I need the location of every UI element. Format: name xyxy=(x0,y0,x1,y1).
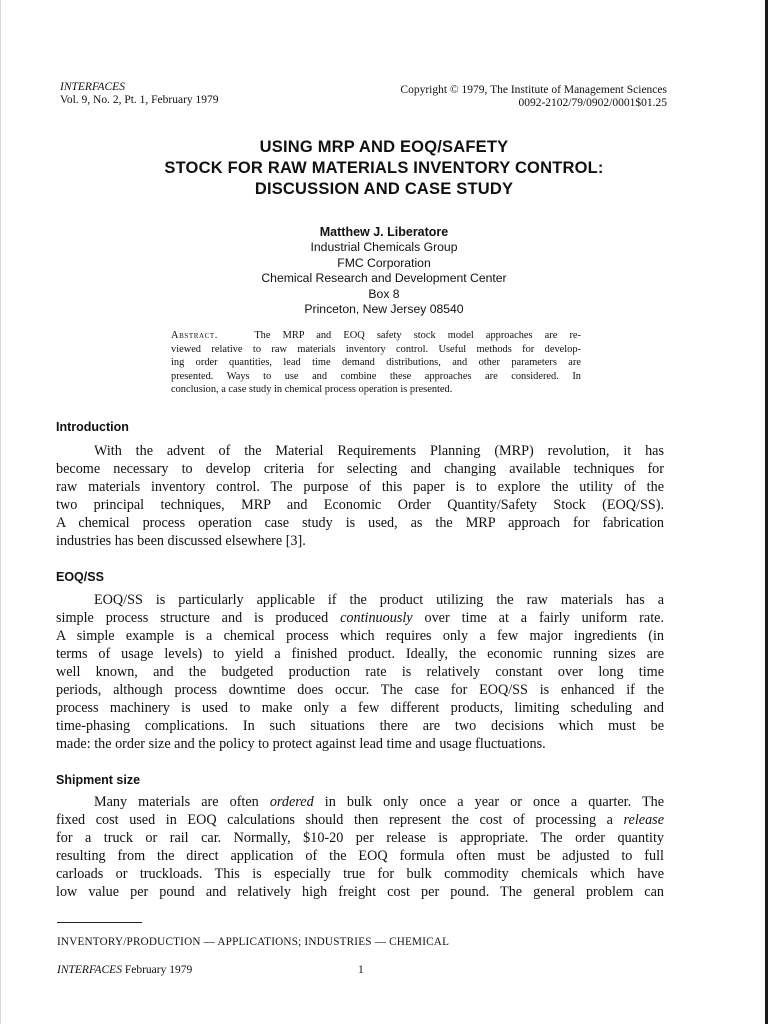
journal-header xyxy=(60,81,219,107)
text-line: low value per pound and relatively high freight cost per pound. The general problem can xyxy=(56,884,664,901)
text-run: Many materials are often xyxy=(94,794,270,810)
introduction-paragraph xyxy=(56,442,664,550)
text-line: With the advent of the Material Requirements Planning (MRP) revolution, it has xyxy=(94,443,664,459)
eoqss-paragraph xyxy=(56,591,664,753)
abstract-label: Abstract. xyxy=(171,330,219,341)
title-line-1: USING MRP AND EOQ/SAFETY xyxy=(259,138,509,156)
abstract-line: presented. Ways to use and combine these approaches are considered. In xyxy=(171,370,581,382)
emphasis-release: release xyxy=(623,812,664,829)
text-line xyxy=(56,609,664,627)
affiliation-line: Chemical Research and Development Center xyxy=(261,271,507,286)
text-line: process machinery is used to make only a few different products, limiting scheduling and xyxy=(56,700,664,717)
text-line: A simple example is a chemical process which requires only a few major ingredients (in xyxy=(56,628,664,645)
abstract-line: viewed relative to raw materials inventory control. Useful methods for develop- xyxy=(171,343,581,355)
text-line: terms of usage levels) to yield a finished product. Ideally, the economic running sizes are xyxy=(56,646,664,663)
abstract-text: The MRP and EOQ safety stock model approaches are re- xyxy=(254,330,581,341)
copyright-line: Copyright © 1979, The Institute of Management Sciences xyxy=(400,84,667,96)
title-line-2: STOCK FOR RAW MATERIALS INVENTORY CONTROL: xyxy=(164,159,604,177)
text-run: simple process structure and is produced xyxy=(56,610,341,627)
article-code: 0092-2102/79/0902/0001$01.25 xyxy=(518,97,667,109)
abstract-line xyxy=(171,329,581,343)
text-line: EOQ/SS is particularly applicable if the product utilizing the raw materials has a xyxy=(94,592,664,608)
footer-date: February 1979 xyxy=(124,964,193,976)
abstract xyxy=(171,329,581,397)
footnote-rule xyxy=(57,922,142,923)
text-line: for a truck or rail car. Normally, $10-20 per release is appropriate. The order quantity xyxy=(56,830,664,847)
page-footer xyxy=(57,964,192,976)
text-line xyxy=(56,811,664,829)
emphasis-ordered: ordered xyxy=(269,794,314,810)
section-heading-shipment-size: Shipment size xyxy=(56,773,141,787)
affiliation-line: Industrial Chemicals Group xyxy=(310,240,458,255)
volume-line: Vol. 9, No. 2, Pt. 1, February 1979 xyxy=(60,94,219,106)
abstract-line: conclusion, a case study in chemical process operation is presented. xyxy=(171,384,453,395)
copyright-header xyxy=(400,84,667,110)
page-number: 1 xyxy=(358,964,364,976)
paper-title xyxy=(0,137,768,200)
text-line: A chemical process operation case study is used, as the MRP approach for fabrication xyxy=(56,515,664,532)
text-line: well known, and the budgeted production rate is relatively constant over long time xyxy=(56,664,664,681)
journal-name: INTERFACES xyxy=(60,81,125,93)
affiliation-line: Box 8 xyxy=(368,286,400,301)
author-name: Matthew J. Liberatore xyxy=(319,225,449,239)
title-line-3: DISCUSSION AND CASE STUDY xyxy=(254,180,514,198)
text-line: become necessary to develop criteria for selecting and changing available techniques for xyxy=(56,461,664,478)
text-line: resulting from the direct application of the EOQ formula often must be adjusted to full xyxy=(56,848,664,865)
text-line: two principal techniques, MRP and Economic Order Quantity/Safety Stock (EOQ/SS). xyxy=(56,497,664,514)
affiliation-line: Princeton, New Jersey 08540 xyxy=(304,302,464,317)
shipment-paragraph xyxy=(56,793,664,901)
text-line: periods, although process downtime does occur. The case for EOQ/SS is enhanced if the xyxy=(56,682,664,699)
emphasis-continuously: continuously xyxy=(340,610,413,627)
author-block xyxy=(0,225,768,317)
text-line: industries has been discussed elsewhere [3]. xyxy=(56,533,306,550)
footer-journal: INTERFACES xyxy=(57,964,122,976)
text-run: over time at a fairly uniform rate. xyxy=(412,610,664,627)
text-line: time-phasing complications. In such situations there are two decisions which must be xyxy=(56,718,664,735)
section-heading-eoqss: EOQ/SS xyxy=(56,570,104,584)
text-line: made: the order size and the policy to protect against lead time and usage fluctuations. xyxy=(56,736,546,753)
section-heading-introduction: Introduction xyxy=(56,420,129,434)
text-line: raw materials inventory control. The purpose of this paper is to explore the utility of the xyxy=(56,479,664,496)
affiliation-line: FMC Corporation xyxy=(337,255,431,270)
text-line: carloads or truckloads. This is especially true for bulk commodity chemicals which have xyxy=(56,866,664,883)
text-run: in bulk only once a year or once a quarter. The xyxy=(313,794,664,810)
subject-keywords: INVENTORY/PRODUCTION — APPLICATIONS; INDUSTRIES — CHEMICAL xyxy=(57,936,450,948)
abstract-line: ing order quantities, lead time demand distributions, and other parameters are xyxy=(171,357,581,368)
text-line xyxy=(56,793,664,811)
text-run: fixed cost used in EOQ calculations should then represent the cost of processing a xyxy=(56,812,624,829)
